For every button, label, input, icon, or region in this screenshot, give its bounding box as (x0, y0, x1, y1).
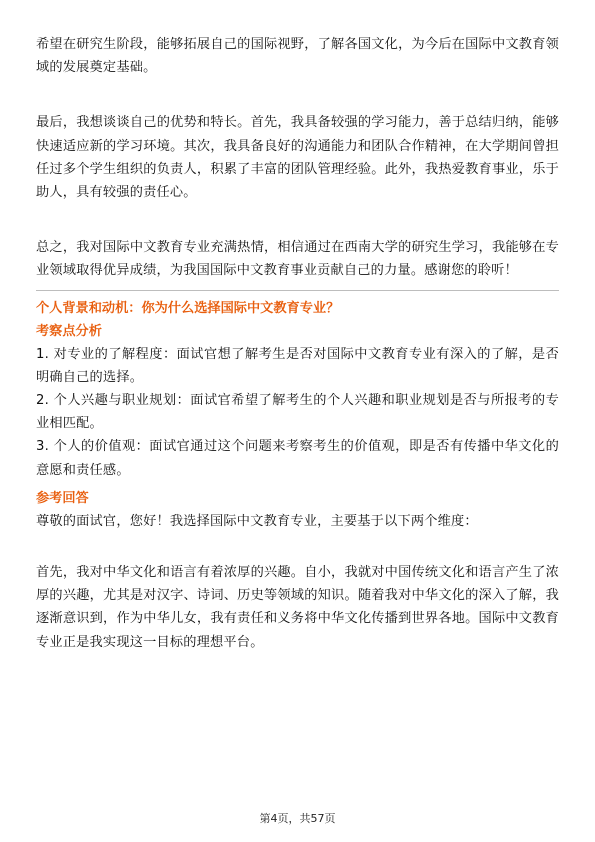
page-footer (0, 812, 595, 826)
question-title: 个人背景和动机：你为什么选择国际中文教育专业？ (36, 300, 340, 316)
paragraph-gap (36, 204, 559, 236)
paragraph-gap (36, 533, 559, 561)
section-divider (36, 290, 559, 291)
analysis-item-3: 3. 个人的价值观：面试官通过这个问题来考察考生的价值观，即是否有传播中华文化的意愿和责任感。 (36, 439, 559, 478)
page-indicator: 第4页，共57页 (259, 812, 336, 825)
analysis-item-1: 1. 对专业的了解程度：面试官想了解考生是否对国际中文教育专业有深入的了解，是否明确自己的选择。 (36, 346, 559, 385)
paragraph-gap (36, 79, 559, 111)
analysis-heading: 考察点分析 (36, 323, 102, 339)
answer-paragraph-2: 首先，我对中华文化和语言有着浓厚的兴趣。自小，我就对中国传统文化和语言产生了浓厚的兴趣，尤其是对汉字、诗词、历史等领域的知识。随着我对中华文化的深入了解，我逐渐意识到，作为中华儿女，我有责任和义务将中华文化传播到世界各地。国际中文教育专业正是我实现这一目标的理想平台。 (36, 565, 559, 650)
intro-paragraph-1: 希望在研究生阶段，能够拓展自己的国际视野，了解各国文化，为今后在国际中文教育领域的发展奠定基础。 (36, 37, 559, 76)
answer-paragraph-1: 尊敬的面试官，您好！我选择国际中文教育专业，主要基于以下两个维度： (36, 513, 478, 529)
intro-paragraph-2: 最后，我想谈谈自己的优势和特长。首先，我具备较强的学习能力，善于总结归纳，能够快速适应新的学习环境。其次，我具备良好的沟通能力和团队合作精神，在大学期间曾担任过多个学生组织的负责人，积累了丰富的团队管理经验。此外，我热爱教育事业，乐于助人，具有较强的责任心。 (36, 115, 559, 201)
answer-heading: 参考回答 (36, 490, 89, 506)
analysis-item-2: 2. 个人兴趣与职业规划：面试官希望了解考生的个人兴趣和职业规划是否与所报考的专业相匹配。 (36, 393, 559, 432)
intro-paragraph-3: 总之，我对国际中文教育专业充满热情，相信通过在西南大学的研究生学习，我能够在专业领域取得优异成绩，为我国国际中文教育事业贡献自己的力量。感谢您的聆听！ (36, 240, 559, 279)
document-page (36, 33, 559, 654)
